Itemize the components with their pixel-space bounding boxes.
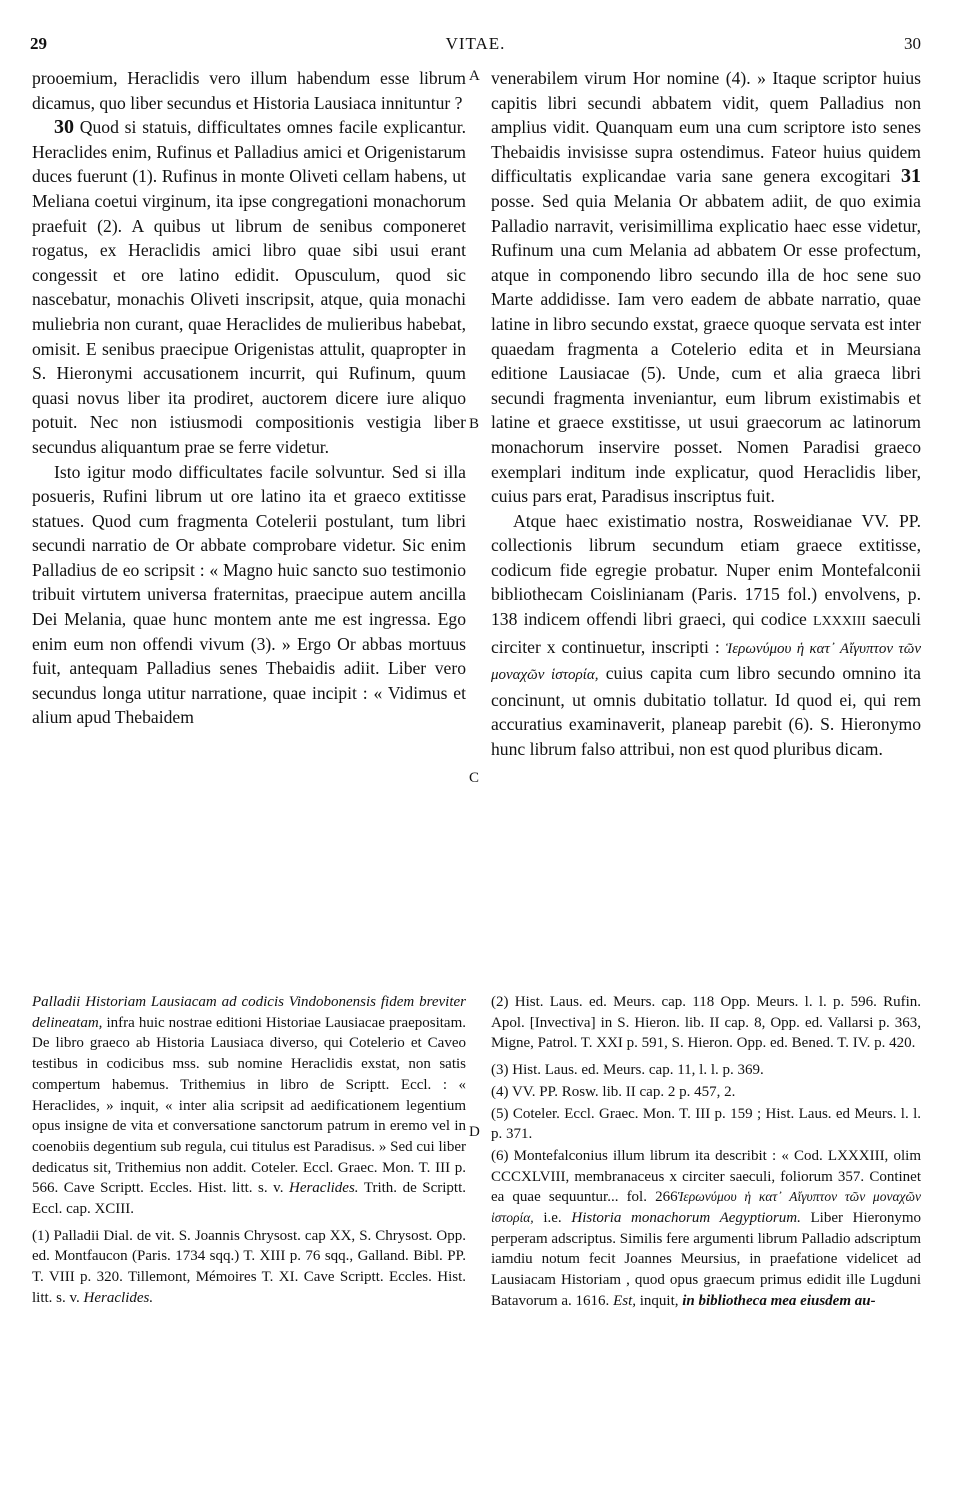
footnote-text: Liber Hieronymo perperam adscriptus. Similis fere argumenti librum Palladio adscriptum iamdiu notum fecit Joannes Meursius, in praefatione videlicet ad Lausiacam Historiam , quod opus graecum primus edidit ille Lugduni Batavorum a. 1616. <box>491 1210 921 1309</box>
footnote <box>32 1226 466 1309</box>
footnote: (3) Hist. Laus. ed. Meurs. cap. 11, l. l. p. 369. <box>491 1062 764 1079</box>
footnote-text: (6) Montefalconius illum librum ita describit : « Cod. LXXXIII, olim CCCXLVIII, membranaceus x circiter saeculi, foliorum 357. Continet ea quae sequuntur... fol. 266 <box>491 1147 921 1206</box>
greek-title: Ἱερωνύμου ἡ κατ᾽ Αἴγυπτον τῶν μοναχῶν ἱστορία, <box>491 640 921 684</box>
footnote-italic: Heraclides. <box>83 1289 154 1306</box>
paragraph-text: cuius capita cum libro secundo omnino ita concinunt, ut omnis dubitatio tollatur. Id quod ei, qui rem accuratius examinaverit, planeap parebit (6). S. Hieronymo hunc librum falso attribui, non est quod pluribus dicam. <box>491 663 921 760</box>
right-text-column <box>491 66 921 762</box>
footnote-text: (1) Palladii Dial. de vit. S. Joannis Chrysost. cap XX, S. Chrysost. Opp. ed. Montfaucon (Paris. 1734 sqq.) T. XIII p. 76 sqq., Galland. Bibl. PP. T. VIII p. 320. Tillemont, Mémoires T. XI. Cave Scriptt. Eccles. Hist. litt. s. v. <box>32 1227 466 1306</box>
footnote-italic: Palladii Historiam Lausiacam ad codicis Vindobonensis fidem breviter delineatam, <box>32 994 466 1031</box>
paragraph-text: posse. Sed quia Melania Or abbatem adiit, de quo eximia Palladio narravit, verisimillima explicatio haec esse videtur, Rufinum una cum Melania ad abbatem Or esse profectum, atque in componendo libro secundo illa de hoc sene suo Marte addidisse. Iam vero eadem de abbate narratio, quae latine in libro secundo exstat, graece quoque servata est inter quaedam fragmenta a Cotelerio edita et in Meursiana editione Lausiacae (5). Unde, cum et alia graeca libri secundi fragmenta inveniantur, eum librum existimabis et latine et graece exstitisse, ut usui graecorum ac latinorum monachorum inservire posset. Nomen Paradisi graeco exemplari inditum inde explicatur, quod Heraclidis liber, cuius pars erat, Paradisus inscriptus fuit. <box>491 190 921 507</box>
footnote-text: infra huic nostrae editioni Historiae Lausiacae praepositam. De libro graeco ab Historia Lausiaca diverso, qui Cotelerio et Caveo testibus in codicibus mss. sub nomine Heraclidis exstat, non satis compertum habemus. Trithemius in libro de Scriptt. Eccl. : « Heraclides, » inquit, « inter alia scripsit ad aedificationem legentium opus insigne de vita et conversatione sanctorum patrum in eremo vel in coenobiis degentium sub regula, cui titulus est Paradisus. » Sed cui liber dedicatus sit, Trithemius non addit. Coteler. Eccl. Graec. Mon. T. III p. 566. Cave Scriptt. Eccles. Hist. litt. s. v. <box>32 1014 467 1197</box>
left-page-number: 29 <box>30 34 47 53</box>
right-footnotes <box>491 992 921 1312</box>
footnote-text: i.e. <box>543 1210 562 1227</box>
footnote-italic: in bibliotheca mea eiusdem au- <box>682 1292 876 1309</box>
section-number: 31 <box>901 165 921 188</box>
margin-letter-b: B <box>469 416 480 432</box>
margin-letter-d: D <box>469 1124 480 1140</box>
right-page-number: 30 <box>904 34 921 53</box>
footnote-italic: Historia monachorum Aegyptiorum. <box>571 1210 801 1227</box>
footnote: (4) VV. PP. Rosw. lib. II cap. 2 p. 457, 2. <box>491 1083 736 1100</box>
left-text-column <box>32 66 466 730</box>
margin-letter-c: C <box>469 770 480 786</box>
footnote <box>491 1146 921 1312</box>
footnote-text: Trith. de Scriptt. Eccl. cap. XCIII. <box>32 1180 467 1218</box>
section-number: 30 <box>54 116 74 139</box>
paragraph-text: Quod si statuis, difficultates omnes facile explicantur. Heraclides enim, Rufinus et Palladius amici et Origenistarum duces fuerunt (1). Rufinus in monte Oliveti cellam habens, ut Meliana coetui virginum, ita ipse congregationi monachorum praefuit (2). A quibus ut librum de senibus componeret rogatus, ex Heraclidis amici libro quae sibi usui erant congessit et ore latino edidit. Opusculum, quod sic nascebatur, monachis Oliveti inscripsit, atque, quia monachi muliebria non curant, quae Heraclides de mulieribus habebat, omisit. E senibus praecipue Origenistas attulit, quapropter in S. Hieronymi accusationem incurrit, qui Rufinum, quum quasi novus liber ita prodiret, auctorem dicere iure aliquo potuit. Nec non istiusmodi compositionis vestigia liber secundus aliquantum prae se ferre videtur. <box>32 117 466 457</box>
footnote: (5) Coteler. Eccl. Graec. Mon. T. III p. 159 ; Hist. Laus. ed Meurs. l. l. p. 371. <box>491 1105 921 1143</box>
running-title: VITAE. <box>445 34 506 53</box>
greek-title: Ἱερωνύμου ἡ κατ᾽ Αἴγυπτον τῶν μοναχῶν ἱστορία, <box>491 1189 921 1226</box>
paragraph <box>32 115 466 459</box>
left-footnotes <box>32 992 466 1309</box>
footnote-italic: Est, <box>613 1292 636 1309</box>
footnote <box>32 992 466 1220</box>
footnote-italic: Heraclides. <box>288 1180 359 1197</box>
margin-letter-a: A <box>469 68 480 84</box>
paragraph: Isto igitur modo difficultates facile solvuntur. Sed si illa posueris, Rufini librum ut ore latino ita et graeco extitisse statues. Quod cum fragmenta Cotelerii postulant, tum libri secundi narratio de Or abbate comprobare videtur. Sic enim Palladius de eo scripsit : « Magno huic sancto suo testimonio tribuit virtutem universa fraternitas, praecipue autem ancilla Dei Melania, quae hunc montem ante me est ingressa. Ego enim eum non offendi vivum (3). » Ergo Or abbas mortuus fuit, antequam Palladius senes Thebaidis adiit. Liber vero secundus longa utitur narratione, quae incipit : « Vidimus et alium apud Thebaidem <box>32 461 466 728</box>
paragraph <box>491 509 921 762</box>
codex-number: LXXXIII <box>813 614 866 630</box>
paragraph <box>491 66 921 509</box>
paragraph: prooemium, Heraclidis vero illum habendum esse librum dicamus, quo liber secundus et Historia Lausiaca innituntur ? <box>32 68 466 113</box>
footnote: (2) Hist. Laus. ed. Meurs. cap. 118 Opp. Meurs. l. l. p. 596. Rufin. Apol. [Invectiva] in S. Hieron. lib. II cap. 8, Opp. ed. Vallarsi p. 363, Migne, Patrol. T. XXI p. 591, S. Hieron. Opp. ed. Bened. T. IV. p. 420. <box>491 994 921 1052</box>
paragraph-text: saeculi circiter x continuetur, inscripti : <box>491 609 921 657</box>
paragraph-text: Atque haec existimatio nostra, Rosweidianae VV. PP. collectionis librum secundum etiam graece extitisse, codicum fide egregie probatur. Nuper enim Montefalconii bibliothecam Coislinianam (Paris. 1715 fol.) envolvens, p. 138 indicem offendi libri graeci, qui codice <box>491 510 921 630</box>
footnote-text: inquit, <box>639 1292 679 1309</box>
page-header <box>30 34 921 58</box>
paragraph-text: venerabilem virum Hor nomine (4). » Itaque scriptor huius capitis libri secundi abbatem vidit, quem Palladius non amplius vidit. Quanquam eum una cum scriptore isto senes Thebaidis invisisse supra ostendimus. Fateor huius quidem difficultatis explicandae varia sane genera excogitari <box>491 68 921 187</box>
